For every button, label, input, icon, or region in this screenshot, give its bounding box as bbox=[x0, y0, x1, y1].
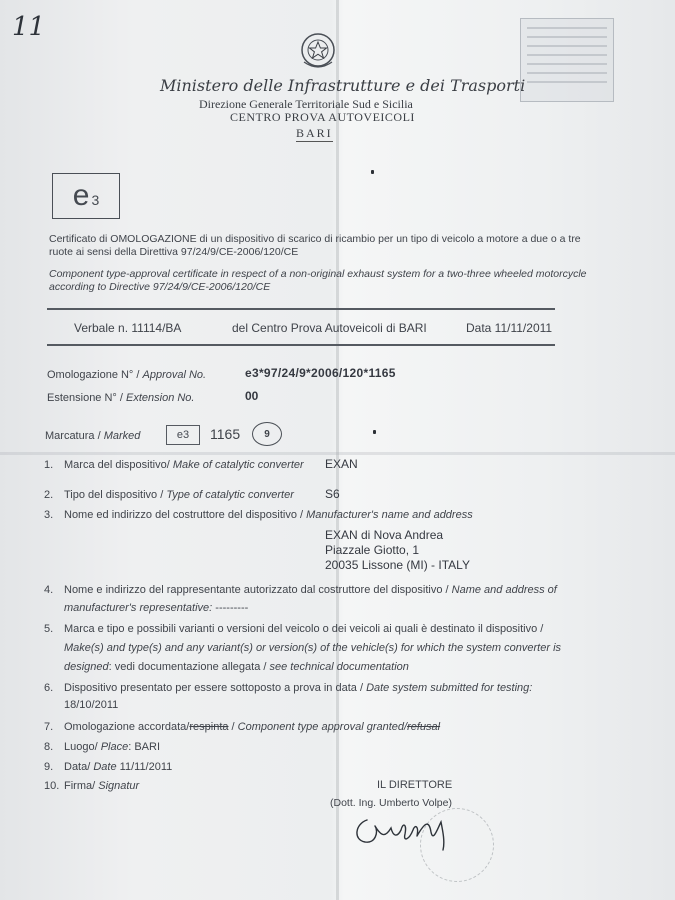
item-9-label: 9. Data/ Date 11/11/2011 bbox=[44, 761, 173, 773]
approval-label: Omologazione N° / Approval No. bbox=[47, 369, 207, 381]
certificate-title-italian: Certificato di OMOLOGAZIONE di un dispositivo di scarico di ricambio per un tipo di veicolo a motore a due o a tre ruote ai sensi della Direttiva 97/24/9/CE-2006/120/CE bbox=[49, 233, 581, 258]
item-6-label: 6. Dispositivo presentato per essere sottoposto a prova in data / Date system submitted for testing: bbox=[44, 682, 533, 694]
item-5-label: 5. Marca e tipo e possibili varianti o versioni del veicolo o dei veicoli ai quali è destinato il dispositivo / bbox=[44, 623, 544, 635]
extension-number: 00 bbox=[245, 389, 259, 403]
manufacturer-name: EXAN di Nova Andrea bbox=[325, 528, 444, 542]
city: BARI bbox=[296, 126, 333, 140]
item-5-label-en: Make(s) and type(s) and any variant(s) or version(s) of the vehicle(s) for which the system converter is bbox=[64, 642, 562, 654]
director-name: (Dott. Ing. Umberto Volpe) bbox=[330, 797, 452, 809]
directorate: Direzione Generale Territoriale Sud e Sicilia bbox=[199, 97, 413, 111]
director-title: IL DIRETTORE bbox=[377, 779, 453, 791]
certificate-title-english: Component type-approval certificate in respect of a non-original exhaust system for a two-three wheeled motorcycle according to Directive 97/24/9/CE-2006/120/CE bbox=[49, 268, 587, 293]
extension-label: Estensione N° / Extension No. bbox=[47, 392, 195, 404]
item-8-label: 8. Luogo/ Place: BARI bbox=[44, 741, 161, 753]
test-center: CENTRO PROVA AUTOVEICOLI bbox=[230, 110, 415, 124]
item-7-label: 7. Omologazione accordata/respinta / Component type approval granted/refusal bbox=[44, 721, 441, 733]
marking-e-box: e3 bbox=[166, 425, 200, 445]
item-10-label: 10. Firma/ Signatur bbox=[44, 780, 140, 792]
item-4-label: 4. Nome e indirizzo del rappresentante autorizzato dal costruttore del dispositivo / Name and address of bbox=[44, 584, 557, 596]
manufacturer-city: 20035 Lissone (MI) - ITALY bbox=[325, 558, 470, 572]
manufacturer-street: Piazzale Giotto, 1 bbox=[325, 543, 420, 557]
e-mark-number: 3 bbox=[91, 192, 100, 208]
item-6-value: 18/10/2011 bbox=[64, 699, 119, 711]
verbale-center: del Centro Prova Autoveicoli di BARI bbox=[232, 321, 427, 335]
item-1-label: 1. Marca del dispositivo/ Make of catalytic converter bbox=[44, 459, 304, 471]
marking-label: Marcatura / Marked bbox=[45, 430, 141, 442]
divider-bottom bbox=[47, 344, 555, 346]
republic-emblem-icon bbox=[298, 30, 338, 72]
approval-number: e3*97/24/9*2006/120*1165 bbox=[245, 366, 396, 380]
vertical-fold bbox=[336, 0, 339, 900]
item-2-label: 2. Tipo del dispositivo / Type of catalytic converter bbox=[44, 489, 294, 501]
e-mark-letter: e bbox=[72, 179, 90, 212]
item-1-value: EXAN bbox=[325, 457, 358, 471]
signature-icon bbox=[345, 802, 465, 852]
revenue-stamp-box bbox=[520, 18, 614, 102]
item-2-value: S6 bbox=[325, 487, 340, 501]
item-3-label: 3. Nome ed indirizzo del costruttore del dispositivo / Manufacturer's name and address bbox=[44, 509, 473, 521]
item-5-value: designed: vedi documentazione allegata / see technical documentation bbox=[64, 661, 409, 673]
verbale-date: Data 11/11/2011 bbox=[466, 321, 553, 335]
horizontal-fold bbox=[0, 452, 675, 455]
marking-circle: 9 bbox=[252, 422, 282, 446]
handwritten-mark: 11 bbox=[12, 12, 46, 42]
marking-number: 1165 bbox=[210, 426, 241, 442]
ink-dot bbox=[373, 430, 376, 434]
e-mark-box bbox=[52, 173, 120, 219]
ink-dot bbox=[371, 170, 374, 174]
divider-top bbox=[47, 308, 555, 310]
item-4-label-cont: manufacturer's representative: --------- bbox=[64, 602, 249, 614]
verbale-number: Verbale n. 11114/BA bbox=[74, 321, 182, 335]
ministry-title: Ministero delle Infrastrutture e dei Trasporti bbox=[160, 76, 526, 95]
